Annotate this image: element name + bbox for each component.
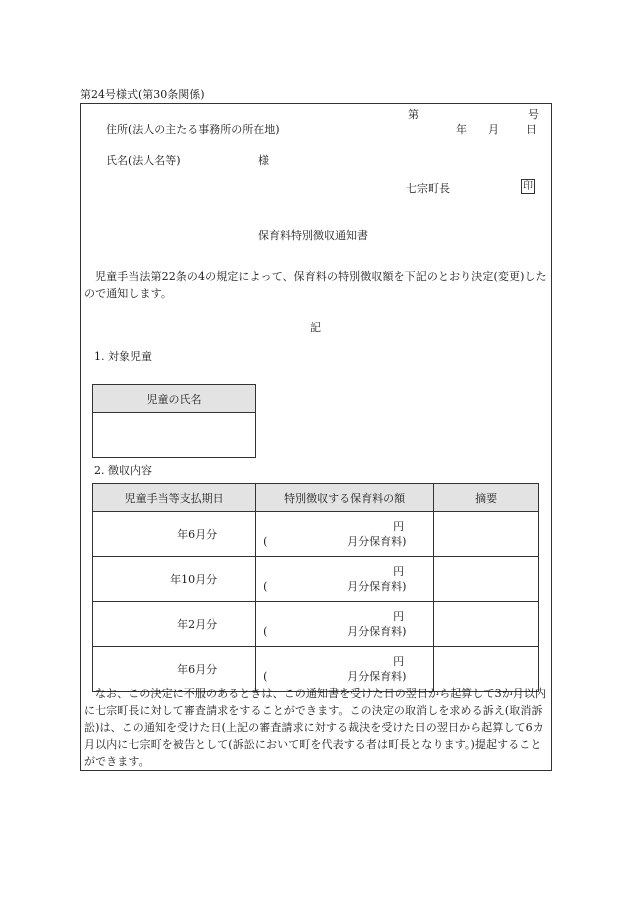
document-title: 保育料特別徴収通知書 [258, 229, 368, 242]
open-paren: ( [263, 535, 268, 548]
amount-cell [256, 602, 434, 647]
seal-mark: 印 [523, 181, 533, 192]
collection-table [92, 483, 539, 692]
amount-cell [256, 557, 434, 602]
seal-stamp [521, 179, 535, 194]
col-header-payment-date: 児童手当等支払期日 [93, 484, 256, 512]
child-name-cell [93, 413, 256, 458]
child-name-table [92, 384, 256, 458]
intro-paragraph: 児童手当法第22条の4の規定によって、保育料の特別徴収額を下記のとおり決定(変更)したので通知します。 [84, 270, 547, 300]
section2-heading: 2. 徴収内容 [94, 464, 152, 477]
col-header-amount: 特別徴収する保育料の額 [256, 484, 434, 512]
section1-heading: 1. 対象児童 [94, 350, 152, 363]
number-suffix: 号 [528, 108, 539, 121]
amount-cell [256, 512, 434, 557]
number-prefix: 第 [408, 108, 419, 121]
period-cell: 年6月分 [93, 512, 256, 557]
col-header-remarks: 摘要 [434, 484, 539, 512]
remarks-cell [434, 512, 539, 557]
date-day: 日 [526, 123, 537, 136]
table-row [93, 512, 539, 557]
yen-label: 円 [393, 520, 405, 533]
yen-label: 円 [393, 565, 405, 578]
yen-label: 円 [393, 655, 405, 668]
period-cell: 年6月分 [93, 647, 256, 692]
table-row [93, 557, 539, 602]
remarks-cell [434, 557, 539, 602]
date-month: 月 [488, 123, 499, 136]
name-label: 氏名(法人名等) [106, 154, 181, 167]
open-paren: ( [263, 580, 268, 593]
issuer: 七宗町長 [406, 182, 450, 195]
honorific: 様 [258, 154, 269, 167]
month-note: 月分保育料) [347, 535, 407, 548]
month-note: 月分保育料) [347, 670, 407, 683]
open-paren: ( [263, 670, 268, 683]
date-year: 年 [456, 123, 467, 136]
month-note: 月分保育料) [347, 580, 407, 593]
month-note: 月分保育料) [347, 625, 407, 638]
yen-label: 円 [393, 610, 405, 623]
table-row [93, 602, 539, 647]
notice-paragraph: なお、この決定に不服のあるときは、この通知書を受けた日の翌日から起算して3か月以内に七宗町長に対して審査請求をすることができます。この決定の取消しを求める訴え(取消訴訟)は、この通知を受けた日(上記の審査請求に対する裁決を受けた日の翌日から起算して6カ月以内に七宗町を被告として(訴訟において町を代表する者は町長となります。)提起することができます。 [84, 687, 547, 768]
address-label: 住所(法人の主たる事務所の所在地) [106, 123, 280, 136]
remarks-cell [434, 602, 539, 647]
open-paren: ( [263, 625, 268, 638]
period-cell: 年2月分 [93, 602, 256, 647]
period-cell: 年10月分 [93, 557, 256, 602]
child-name-header: 児童の氏名 [93, 385, 256, 413]
ki-label: 記 [310, 321, 321, 334]
form-number: 第24号様式(第30条関係) [80, 88, 205, 101]
